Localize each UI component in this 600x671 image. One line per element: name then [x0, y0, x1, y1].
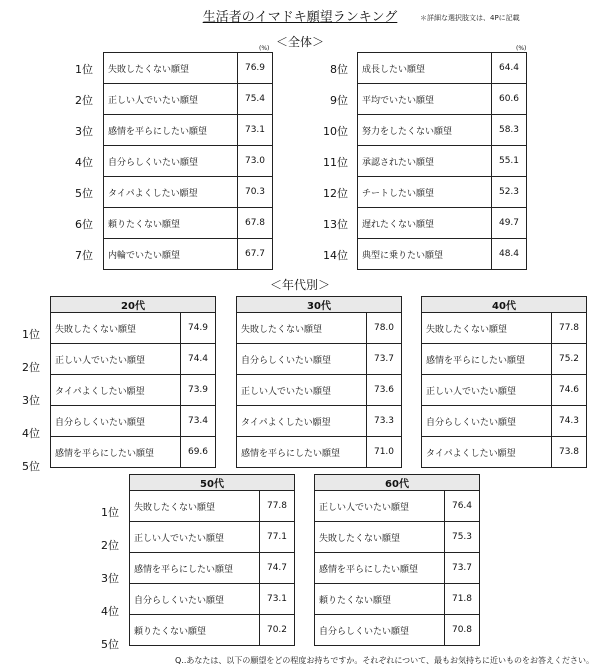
- ranking-row: [104, 53, 273, 84]
- item-label: チートしたい願望: [358, 177, 492, 208]
- item-label: 正しい人でいたい願望: [130, 522, 260, 553]
- item-label: タイパよくしたい願望: [104, 177, 238, 208]
- item-value: 52.3: [492, 177, 527, 208]
- ranking-row: [358, 208, 527, 239]
- age-ranking-table: [50, 296, 216, 468]
- item-value: 75.4: [238, 84, 273, 115]
- rank-label: 14位: [323, 248, 348, 262]
- ranking-row: [237, 437, 402, 468]
- item-label: 自分らしくいたい願望: [130, 584, 260, 615]
- ranking-row: [104, 208, 273, 239]
- item-value: 76.4: [445, 491, 480, 522]
- item-value: 73.3: [367, 406, 402, 437]
- ranking-row: [315, 553, 480, 584]
- item-label: 頼りたくない願望: [315, 584, 445, 615]
- ranking-row: [358, 115, 527, 146]
- age-group-label: 60代: [315, 475, 480, 491]
- item-label: 感情を平らにしたい願望: [315, 553, 445, 584]
- item-value: 71.0: [367, 437, 402, 468]
- item-value: 75.3: [445, 522, 480, 553]
- item-label: 正しい人でいたい願望: [237, 375, 367, 406]
- age-header-row: [315, 475, 480, 491]
- item-value: 70.8: [445, 615, 480, 646]
- age-heading: ＜年代別＞: [269, 278, 330, 292]
- rank-label: 2位: [101, 539, 119, 552]
- rank-label: 3位: [101, 572, 119, 585]
- ranking-row: [315, 522, 480, 553]
- item-value: 74.4: [181, 344, 216, 375]
- item-value: 73.1: [238, 115, 273, 146]
- age-ranking-table: [236, 296, 402, 468]
- item-label: タイパよくしたい願望: [422, 437, 552, 468]
- item-value: 77.8: [260, 491, 295, 522]
- overall-heading: ＜全体＞: [275, 35, 324, 49]
- page-title: 生活者のイマドキ願望ランキング: [202, 10, 398, 25]
- item-label: 正しい人でいたい願望: [51, 344, 181, 375]
- item-label: 失敗したくない願望: [315, 522, 445, 553]
- rank-label: 1位: [22, 328, 40, 341]
- item-label: 成長したい願望: [358, 53, 492, 84]
- item-label: 頼りたくない願望: [104, 208, 238, 239]
- ranking-row: [237, 344, 402, 375]
- survey-question: Q..あなたは、以下の願望をどの程度お持ちですか。それぞれについて、最もお気持ちに近いものをお答えください。: [175, 656, 594, 665]
- item-label: タイパよくしたい願望: [51, 375, 181, 406]
- ranking-row: [358, 84, 527, 115]
- ranking-row: [358, 53, 527, 84]
- age-header-row: [422, 297, 587, 313]
- item-label: 遅れたくない願望: [358, 208, 492, 239]
- item-label: 感情を平らにしたい願望: [51, 437, 181, 468]
- rank-label: 10位: [323, 124, 348, 138]
- ranking-row: [51, 437, 216, 468]
- rank-label: 12位: [323, 186, 348, 200]
- item-value: 48.4: [492, 239, 527, 270]
- item-label: 失敗したくない願望: [130, 491, 260, 522]
- item-value: 67.8: [238, 208, 273, 239]
- overall-ranking-table-left: [103, 52, 273, 270]
- item-label: 正しい人でいたい願望: [104, 84, 238, 115]
- item-label: 感情を平らにしたい願望: [130, 553, 260, 584]
- ranking-row: [237, 406, 402, 437]
- rank-label: 3位: [75, 124, 93, 138]
- rank-label: 13位: [323, 217, 348, 231]
- item-value: 58.3: [492, 115, 527, 146]
- age-ranking-table: [129, 474, 295, 646]
- rank-label: 4位: [22, 427, 40, 440]
- rank-label: 1位: [75, 62, 93, 76]
- item-label: 失敗したくない願望: [237, 313, 367, 344]
- rank-label: 5位: [22, 460, 40, 473]
- item-label: 自分らしくいたい願望: [315, 615, 445, 646]
- age-ranking-table: [421, 296, 587, 468]
- ranking-row: [51, 344, 216, 375]
- age-group-label: 40代: [422, 297, 587, 313]
- age-header-row: [237, 297, 402, 313]
- ranking-row: [422, 344, 587, 375]
- item-label: 典型に乗りたい願望: [358, 239, 492, 270]
- rank-label: 5位: [101, 638, 119, 651]
- rank-label: 3位: [22, 394, 40, 407]
- item-label: 失敗したくない願望: [422, 313, 552, 344]
- rank-label: 2位: [75, 93, 93, 107]
- ranking-row: [422, 406, 587, 437]
- rank-label: 1位: [101, 506, 119, 519]
- item-value: 70.3: [238, 177, 273, 208]
- item-label: 承認されたい願望: [358, 146, 492, 177]
- age-group-label: 30代: [237, 297, 402, 313]
- item-value: 77.1: [260, 522, 295, 553]
- age-group-label: 20代: [51, 297, 216, 313]
- rank-label: 7位: [75, 248, 93, 262]
- item-label: 努力をしたくない願望: [358, 115, 492, 146]
- item-label: タイパよくしたい願望: [237, 406, 367, 437]
- item-label: 感情を平らにしたい願望: [237, 437, 367, 468]
- item-value: 76.9: [238, 53, 273, 84]
- rank-label: 8位: [330, 62, 348, 76]
- item-value: 74.3: [552, 406, 587, 437]
- item-label: 正しい人でいたい願望: [422, 375, 552, 406]
- item-label: 自分らしくいたい願望: [104, 146, 238, 177]
- item-label: 平均でいたい願望: [358, 84, 492, 115]
- overall-ranking-table-right: [357, 52, 527, 270]
- item-value: 75.2: [552, 344, 587, 375]
- item-label: 自分らしくいたい願望: [51, 406, 181, 437]
- item-value: 73.4: [181, 406, 216, 437]
- ranking-row: [358, 146, 527, 177]
- item-value: 60.6: [492, 84, 527, 115]
- item-label: 内輪でいたい願望: [104, 239, 238, 270]
- rank-label: 6位: [75, 217, 93, 231]
- ranking-row: [130, 522, 295, 553]
- ranking-row: [315, 491, 480, 522]
- item-value: 73.7: [367, 344, 402, 375]
- item-value: 74.6: [552, 375, 587, 406]
- rank-label: 4位: [101, 605, 119, 618]
- rank-label: 5位: [75, 186, 93, 200]
- age-header-row: [130, 475, 295, 491]
- ranking-row: [130, 615, 295, 646]
- rank-label: 4位: [75, 155, 93, 169]
- item-value: 71.8: [445, 584, 480, 615]
- ranking-row: [358, 177, 527, 208]
- item-value: 73.9: [181, 375, 216, 406]
- item-label: 感情を平らにしたい願望: [422, 344, 552, 375]
- ranking-row: [51, 313, 216, 344]
- item-label: 自分らしくいたい願望: [422, 406, 552, 437]
- ranking-row: [104, 177, 273, 208]
- item-value: 78.0: [367, 313, 402, 344]
- ranking-row: [422, 437, 587, 468]
- ranking-row: [130, 491, 295, 522]
- item-value: 74.9: [181, 313, 216, 344]
- item-label: 正しい人でいたい願望: [315, 491, 445, 522]
- item-value: 70.2: [260, 615, 295, 646]
- item-label: 頼りたくない願望: [130, 615, 260, 646]
- rank-label: 2位: [22, 361, 40, 374]
- item-value: 73.1: [260, 584, 295, 615]
- rank-label: 11位: [323, 155, 348, 169]
- item-value: 69.6: [181, 437, 216, 468]
- ranking-row: [104, 239, 273, 270]
- item-value: 73.7: [445, 553, 480, 584]
- ranking-row: [237, 313, 402, 344]
- item-value: 73.8: [552, 437, 587, 468]
- item-value: 73.0: [238, 146, 273, 177]
- item-label: 失敗したくない願望: [51, 313, 181, 344]
- ranking-row: [315, 584, 480, 615]
- age-group-label: 50代: [130, 475, 295, 491]
- item-label: 失敗したくない願望: [104, 53, 238, 84]
- ranking-row: [358, 239, 527, 270]
- rank-label: 9位: [330, 93, 348, 107]
- ranking-row: [237, 375, 402, 406]
- age-ranking-table: [314, 474, 480, 646]
- item-value: 55.1: [492, 146, 527, 177]
- ranking-row: [51, 406, 216, 437]
- item-label: 自分らしくいたい願望: [237, 344, 367, 375]
- footnote: ＊詳細な選択肢文は、4Pに記載: [420, 14, 520, 22]
- ranking-row: [130, 553, 295, 584]
- item-value: 77.8: [552, 313, 587, 344]
- ranking-row: [104, 115, 273, 146]
- item-value: 64.4: [492, 53, 527, 84]
- age-header-row: [51, 297, 216, 313]
- ranking-row: [104, 146, 273, 177]
- ranking-row: [422, 313, 587, 344]
- ranking-row: [315, 615, 480, 646]
- unit-right: (%): [516, 45, 527, 52]
- item-value: 73.6: [367, 375, 402, 406]
- item-value: 74.7: [260, 553, 295, 584]
- ranking-row: [51, 375, 216, 406]
- item-value: 49.7: [492, 208, 527, 239]
- ranking-row: [130, 584, 295, 615]
- item-label: 感情を平らにしたい願望: [104, 115, 238, 146]
- item-value: 67.7: [238, 239, 273, 270]
- ranking-row: [422, 375, 587, 406]
- unit-left: (%): [259, 45, 270, 52]
- ranking-row: [104, 84, 273, 115]
